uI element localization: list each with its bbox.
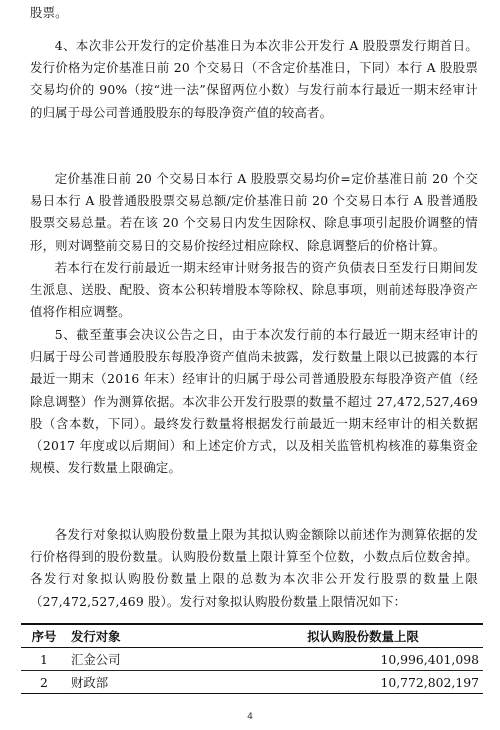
header-share-cap: 拟认购股份数量上限 bbox=[243, 624, 483, 648]
table-row bbox=[21, 671, 483, 694]
header-serial: 序号 bbox=[21, 624, 67, 648]
cell-serial: 2 bbox=[21, 671, 67, 694]
paragraph-pricing-base-date: 4、本次非公开发行的定价基准日为本次非公开发行 A 股股票发行期首日。发行价格为定价基准日前 20 个交易日（不含定价基准日，下同）本行 A 股股票交易均价的 90%（按“进一法”保留两位小数）与发行前本行最近一期末经审计的归属于母公司普通股股东的每股净资产值的较高者。 bbox=[30, 38, 478, 120]
paragraph-issue-quantity: 5、截至董事会决议公告之日，由于本次发行前的本行最近一期末经审计的归属于母公司普通股股东每股净资产值尚未披露，发行数量上限以已披露的本行最近一期末（2016 年末）经审计的归属于母公司普通股股东每股净资产值（经除息调整）作为测算依据。本次非公开发行股票的数量不超过 27,472,527,469 股（含本数，下同）。最终发行数量将根据发行前最近一期末经审计的相关数据（2017 年度或以后期间）和上述定价方式，以及相关监管机构核准的募集资金规模、发行数量上限确定。 bbox=[30, 327, 478, 476]
paragraph-ex-rights-adjustment: 若本行在发行前最近一期末经审计财务报告的资产负债表日至发行日期间发生派息、送股、配股、资本公积转增股本等除权、除息事项，则前述每股净资产值将作相应调整。 bbox=[30, 260, 478, 320]
cell-subscriber: 财政部 bbox=[67, 671, 243, 694]
table-header-row bbox=[21, 624, 483, 648]
header-subscriber: 发行对象 bbox=[67, 624, 243, 648]
cell-serial: 1 bbox=[21, 648, 67, 671]
subscription-table bbox=[21, 623, 483, 694]
paragraph-subscription-cap: 各发行对象拟认购股份数量上限为其拟认购金额除以前述作为测算依据的发行价格得到的股份数量。认购股份数量上限计算至个位数，小数点后位数舍掉。各发行对象拟认购股份数量上限的总数为本次非公开发行股票的数量上限（27,472,527,469 股）。发行对象拟认购股份数量上限情况如下： bbox=[30, 527, 478, 609]
cell-subscriber: 汇金公司 bbox=[67, 648, 243, 671]
cell-share-cap: 10,996,401,098 bbox=[243, 648, 483, 671]
cell-share-cap: 10,772,802,197 bbox=[243, 671, 483, 694]
table-row bbox=[21, 648, 483, 671]
paragraph-continuation: 股票。 bbox=[30, 5, 68, 20]
paragraph-average-price-formula: 定价基准日前 20 个交易日本行 A 股股票交易均价=定价基准日前 20 个交易日本行 A 股普通股股票交易总额/定价基准日前 20 个交易日本行 A 股普通股股票交易总量。若在该 20 个交易日内发生因除权、除息事项引起股价调整的情形，则对调整前交易日的交易价按经过相应除权、除息调整后的价格计算。 bbox=[30, 171, 478, 253]
page-number: 4 bbox=[247, 712, 253, 722]
